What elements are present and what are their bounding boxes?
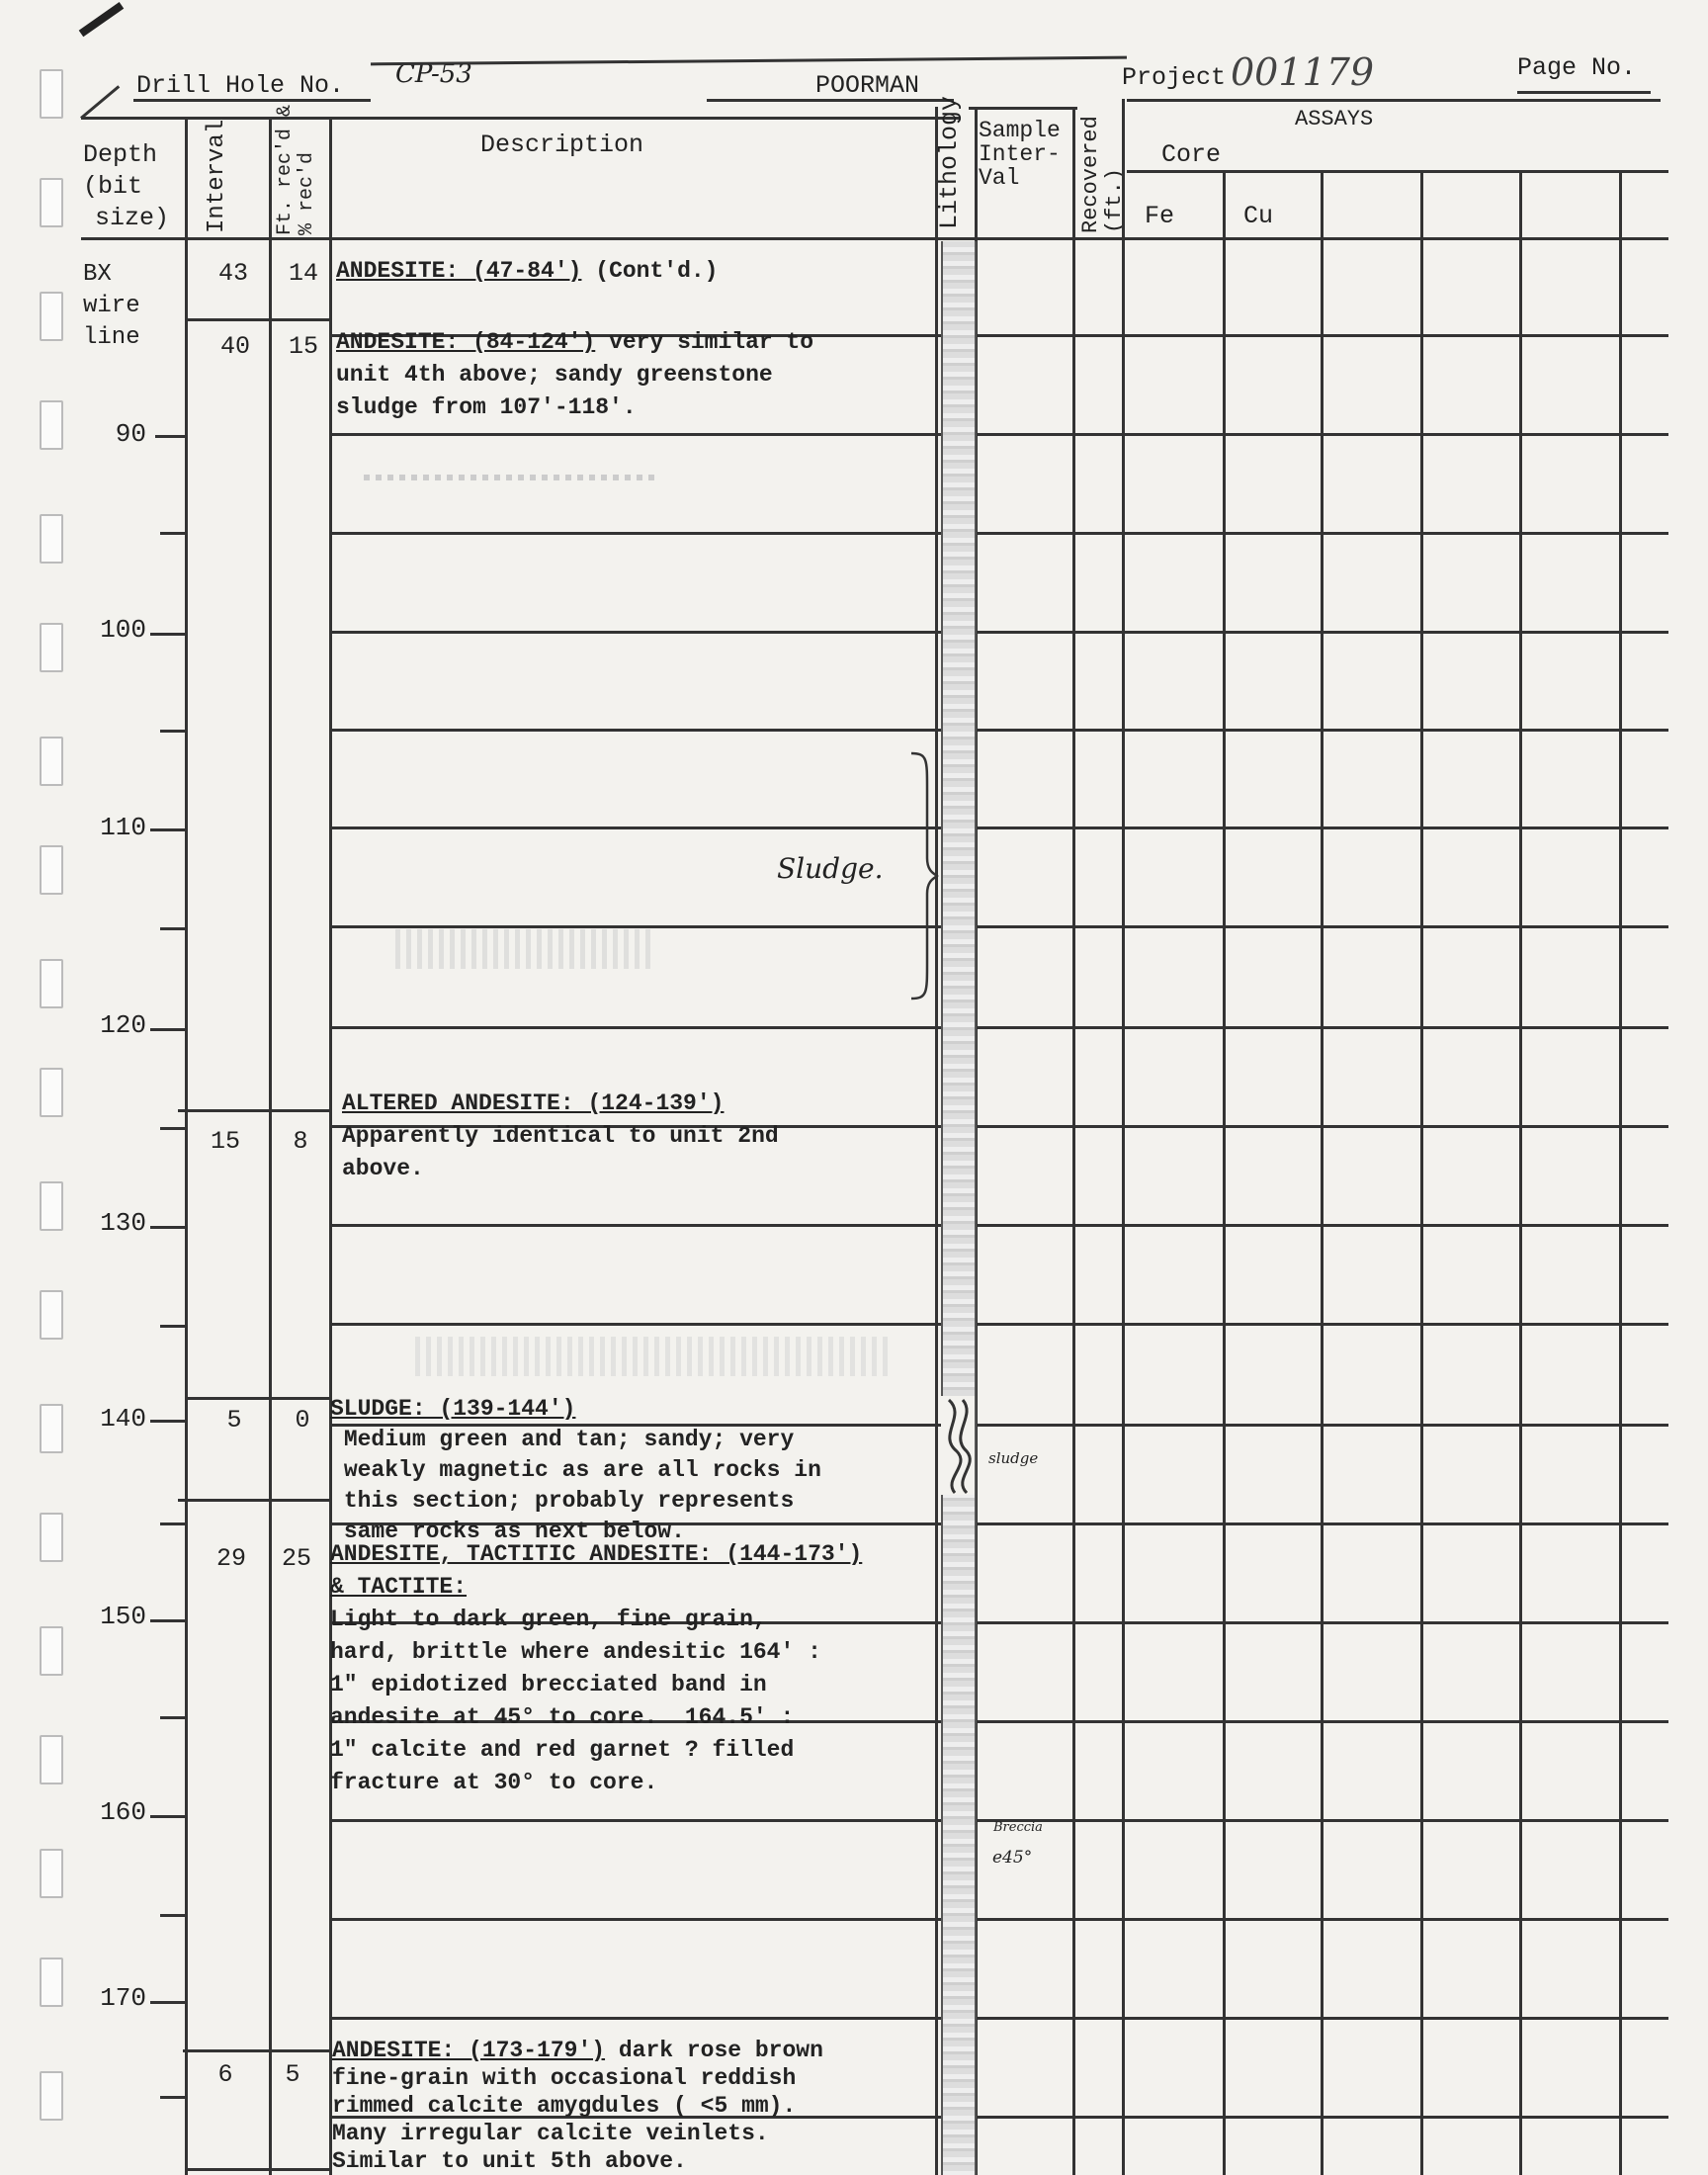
unit-description xyxy=(336,326,813,424)
unit-desc-line: dark rose brown xyxy=(618,2038,823,2063)
unit-desc-line: Medium green and tan; sandy; very xyxy=(343,1427,795,1452)
depth-label: 130 xyxy=(100,1208,146,1238)
drill-hole-number: CP-53 xyxy=(395,59,472,89)
unit-interval: 40 xyxy=(219,332,250,361)
sludge-bracket-icon xyxy=(905,749,939,1002)
breccia-note: Breccia xyxy=(993,1820,1043,1835)
binder-hole xyxy=(40,400,63,450)
binder-hole xyxy=(40,69,63,119)
depth-tick xyxy=(160,1127,185,1130)
unit-title: SLUDGE: (139-144') xyxy=(330,1396,576,1422)
unit-desc-line: 1" epidotized brecciated band in xyxy=(330,1672,767,1697)
unit-separator xyxy=(183,2049,329,2052)
grid-vline xyxy=(1122,99,1125,2175)
core-rule xyxy=(1127,170,1668,173)
unit-title-2: & TACTITE: xyxy=(330,1574,468,1600)
depth-tick xyxy=(150,1028,185,1031)
depth-label: 110 xyxy=(100,813,146,842)
binder-hole xyxy=(40,2071,63,2121)
grid-hline xyxy=(329,532,1668,535)
unit-description xyxy=(336,255,719,288)
breccia-angle-note: e45° xyxy=(992,1848,1033,1868)
grid-vline xyxy=(935,107,938,2175)
unit-desc-line: unit 4th above; sandy greenstone xyxy=(336,362,773,388)
col-description: Description xyxy=(480,130,644,159)
depth-tick xyxy=(150,828,185,831)
col-depth-sub2: size) xyxy=(95,204,170,232)
binder-hole xyxy=(40,1958,63,2007)
assays-label: ASSAYS xyxy=(1295,107,1374,131)
depth-tick xyxy=(160,1716,185,1719)
unit-interval: 5 xyxy=(226,1406,242,1435)
unit-desc-line: fine-grain with occasional reddish xyxy=(332,2065,797,2091)
bit-size: BX wire line xyxy=(83,261,140,351)
header-rule xyxy=(80,85,120,119)
col-lithology: Lithology xyxy=(935,95,964,229)
depth-tick xyxy=(155,435,185,438)
binder-hole xyxy=(40,1513,63,1562)
header-rule xyxy=(133,99,371,102)
unit-description xyxy=(342,1088,779,1185)
header-rule xyxy=(1127,99,1661,102)
grid-hline xyxy=(329,237,1668,240)
depth-tick xyxy=(160,730,185,733)
grid-hline xyxy=(329,925,1668,928)
col-recovery: Ft. rec'd & % rec'd xyxy=(274,104,318,235)
project-label: Project xyxy=(1122,63,1227,92)
unit-desc-line: same rocks as next below. xyxy=(343,1519,685,1544)
depth-label: 120 xyxy=(100,1010,146,1040)
binder-hole xyxy=(40,514,63,564)
unit-separator xyxy=(185,2168,329,2171)
unit-desc-line: (Cont'd.) xyxy=(595,258,719,284)
binder-hole xyxy=(40,1290,63,1340)
depth-tick xyxy=(150,633,185,636)
unit-desc-line: weakly magnetic as are all rocks in xyxy=(343,1457,821,1483)
depth-label: 150 xyxy=(100,1602,146,1631)
unit-desc-line: Light to dark green, fine grain, xyxy=(330,1607,767,1632)
unit-desc-line: Many irregular calcite veinlets. xyxy=(332,2121,769,2146)
binder-hole xyxy=(40,1735,63,1784)
grid-hline xyxy=(329,1323,1668,1326)
unit-desc-line: very similar to xyxy=(609,329,814,355)
unit-desc-line: hard, brittle where andesitic 164' : xyxy=(330,1639,821,1665)
sludge-symbol xyxy=(941,1396,975,1495)
grid-hline xyxy=(329,729,1668,732)
depth-label: 140 xyxy=(100,1404,146,1434)
grid-vline xyxy=(1072,107,1075,2175)
binder-hole xyxy=(40,623,63,672)
binder-hole xyxy=(40,178,63,227)
grid-vline xyxy=(329,117,332,2175)
unit-recovered: 15 xyxy=(288,332,318,361)
binder-hole xyxy=(40,1849,63,1898)
depth-tick xyxy=(160,1914,185,1917)
col-cu: Cu xyxy=(1243,202,1274,230)
unit-desc-line: above. xyxy=(342,1156,424,1181)
grid-hline xyxy=(329,1918,1668,1921)
project-number: 001179 xyxy=(1231,50,1375,94)
grid-hline xyxy=(329,1026,1668,1029)
binder-hole xyxy=(40,737,63,786)
unit-interval: 43 xyxy=(217,259,248,288)
grid-hline xyxy=(329,433,1668,436)
grid-vline xyxy=(1223,170,1226,2175)
unit-interval: 15 xyxy=(210,1127,240,1156)
grid-hline xyxy=(329,826,1668,829)
unit-desc-line: Apparently identical to unit 2nd xyxy=(342,1123,779,1149)
unit-recovered: 8 xyxy=(293,1127,308,1156)
grid-vline xyxy=(269,117,272,2175)
col-depth: Depth xyxy=(83,140,158,169)
binder-hole xyxy=(40,959,63,1008)
depth-label: 100 xyxy=(100,615,146,645)
col-sample-interval: Sample Inter-Val xyxy=(979,118,1061,191)
grid-vline xyxy=(185,117,188,2175)
unit-description xyxy=(330,1538,862,1799)
unit-recovered: 25 xyxy=(281,1544,311,1573)
depth-tick xyxy=(150,1420,185,1423)
col-fe: Fe xyxy=(1145,202,1175,230)
binder-hole xyxy=(40,1181,63,1231)
unit-interval: 29 xyxy=(215,1544,246,1573)
grid-hline xyxy=(329,1224,1668,1227)
col-interval: Interval xyxy=(204,119,230,233)
grid-hline xyxy=(329,2017,1668,2020)
depth-tick xyxy=(150,1815,185,1818)
unit-separator xyxy=(178,1109,329,1112)
unit-interval: 6 xyxy=(217,2060,233,2089)
col-depth-sub1: (bit xyxy=(83,172,143,201)
faint-marks xyxy=(395,929,652,969)
grid-vline xyxy=(1321,170,1324,2175)
unit-title: ANDESITE, TACTITIC ANDESITE: (144-173') xyxy=(330,1541,863,1567)
header-rule xyxy=(1517,91,1651,94)
unit-recovered: 14 xyxy=(288,259,318,288)
depth-tick xyxy=(150,2001,185,2004)
unit-separator xyxy=(188,1397,329,1400)
unit-description xyxy=(332,2037,823,2175)
depth-label: 160 xyxy=(100,1797,146,1827)
unit-desc-line: andesite at 45° to core. 164.5' : xyxy=(330,1704,795,1730)
binder-hole xyxy=(40,1626,63,1676)
lithology-column xyxy=(941,241,977,2175)
binder-hole xyxy=(40,1404,63,1453)
grid-vline xyxy=(1619,170,1622,2175)
grid-vline xyxy=(1420,170,1423,2175)
col-core: Core xyxy=(1161,140,1222,169)
col-recovered: Recovered (ft.) xyxy=(1078,116,1127,233)
unit-separator xyxy=(185,318,329,321)
depth-tick xyxy=(160,1325,185,1328)
header-rule xyxy=(371,56,1127,66)
header-rule xyxy=(969,107,1077,110)
unit-separator xyxy=(178,1499,329,1502)
depth-tick xyxy=(160,927,185,930)
faint-marks xyxy=(364,475,660,480)
unit-title: ANDESITE: (84-124') xyxy=(336,329,596,355)
depth-label: 90 xyxy=(115,419,146,449)
header-rule xyxy=(707,99,954,102)
sludge-annotation: Sludge. xyxy=(777,852,884,885)
binder-hole xyxy=(40,845,63,895)
depth-label: 170 xyxy=(100,1983,146,2013)
binder-hole xyxy=(40,292,63,341)
unit-description xyxy=(330,1394,821,1547)
unit-recovered: 0 xyxy=(295,1406,310,1435)
unit-title: ANDESITE: (173-179') xyxy=(332,2038,606,2063)
depth-tick xyxy=(160,1522,185,1525)
sludge-note: sludge xyxy=(988,1449,1039,1467)
depth-tick xyxy=(150,1226,185,1229)
unit-desc-line: this section; probably represents xyxy=(343,1488,795,1514)
unit-desc-line: sludge from 107'-118'. xyxy=(336,394,637,420)
unit-desc-line: rimmed calcite amygdules ( <5 mm). xyxy=(332,2093,797,2119)
unit-desc-line: Similar to unit 5th above. xyxy=(332,2148,687,2174)
property-name: POORMAN xyxy=(815,71,920,100)
page-label: Page No. xyxy=(1517,53,1637,82)
unit-title: ANDESITE: (47-84') xyxy=(336,258,582,284)
unit-title: ALTERED ANDESITE: (124-139') xyxy=(342,1090,725,1116)
faint-marks xyxy=(415,1337,890,1376)
depth-tick xyxy=(150,1619,185,1622)
unit-desc-line: 1" calcite and red garnet ? filled xyxy=(330,1737,795,1763)
depth-tick xyxy=(160,532,185,535)
unit-recovered: 5 xyxy=(285,2060,300,2089)
grid-hline xyxy=(329,631,1668,634)
drill-hole-label: Drill Hole No. xyxy=(136,71,345,100)
corner-mark xyxy=(79,2,125,37)
depth-tick xyxy=(160,2096,185,2099)
binder-hole xyxy=(40,1068,63,1117)
grid-vline xyxy=(1519,170,1522,2175)
grid-hline xyxy=(81,237,329,240)
unit-desc-line: fracture at 30° to core. xyxy=(330,1770,658,1795)
